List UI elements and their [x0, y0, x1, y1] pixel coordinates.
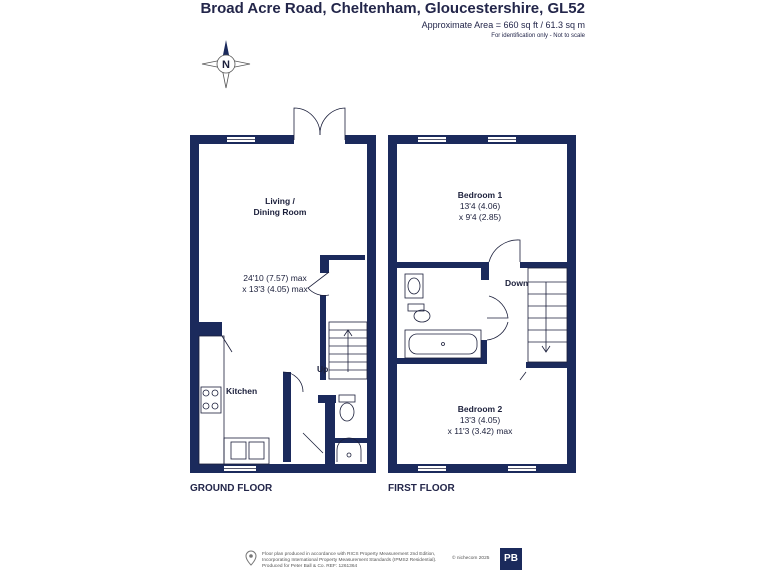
bedroom2-dim2: x 11'3 (3.42) max — [447, 426, 513, 436]
map-pin-icon — [244, 550, 258, 566]
compass-north-label: N — [222, 59, 230, 71]
bedroom2-label — [420, 404, 540, 437]
note-line2: Incorporating International Property Measurement Standards (IPMS2 Residential). — [262, 558, 437, 563]
living-dimensions — [220, 273, 330, 295]
identification-note: For identification only - Not to scale — [491, 33, 585, 39]
ground-floor-wc — [337, 395, 361, 462]
stairs-down-label: Down — [505, 278, 529, 288]
bedroom2-dim1: 13'3 (4.05) — [459, 415, 501, 425]
bedroom1-dim1: 13'4 (4.06) — [459, 201, 501, 211]
bedroom1-dim2: x 9'4 (2.85) — [458, 212, 502, 222]
living-dim1: 24'10 (7.57) max — [243, 273, 307, 283]
living-dining-label — [232, 196, 328, 218]
ground-floor-windows — [224, 137, 256, 471]
kitchen-label: Kitchen — [226, 386, 258, 396]
ground-floor-walls — [190, 135, 376, 473]
pb-logo: PB — [500, 548, 522, 570]
stairs-up-label: Up — [317, 364, 329, 374]
ground-floor-label: GROUND FLOOR — [190, 483, 273, 494]
first-floor-stairs — [528, 268, 567, 362]
living-dim2: x 13'3 (4.05) max — [242, 284, 308, 294]
living-name-line2: Dining Room — [253, 207, 307, 217]
kitchen-units — [199, 336, 269, 464]
living-name-line1: Living / — [265, 196, 295, 206]
bedroom2-name: Bedroom 2 — [457, 404, 503, 414]
bathroom-fittings — [405, 274, 481, 358]
page-title: Broad Acre Road, Cheltenham, Gloucestershire, GL52 — [200, 0, 585, 17]
bedroom1-name: Bedroom 1 — [457, 190, 503, 200]
copyright: © nichecom 2025 — [452, 556, 490, 561]
note-line1: Floor plan produced in accordance with RICS Property Measurement 2nd Edition, — [262, 552, 436, 557]
first-floor-label: FIRST FLOOR — [388, 483, 455, 494]
note-line3: Produced for Peter Ball & Co. REF: 1261364 — [262, 564, 358, 569]
ground-floor-stairs — [329, 322, 367, 379]
bedroom1-label — [420, 190, 540, 223]
approximate-area: Approximate Area = 660 sq ft / 61.3 sq m — [421, 20, 585, 30]
measurement-note — [262, 552, 502, 570]
